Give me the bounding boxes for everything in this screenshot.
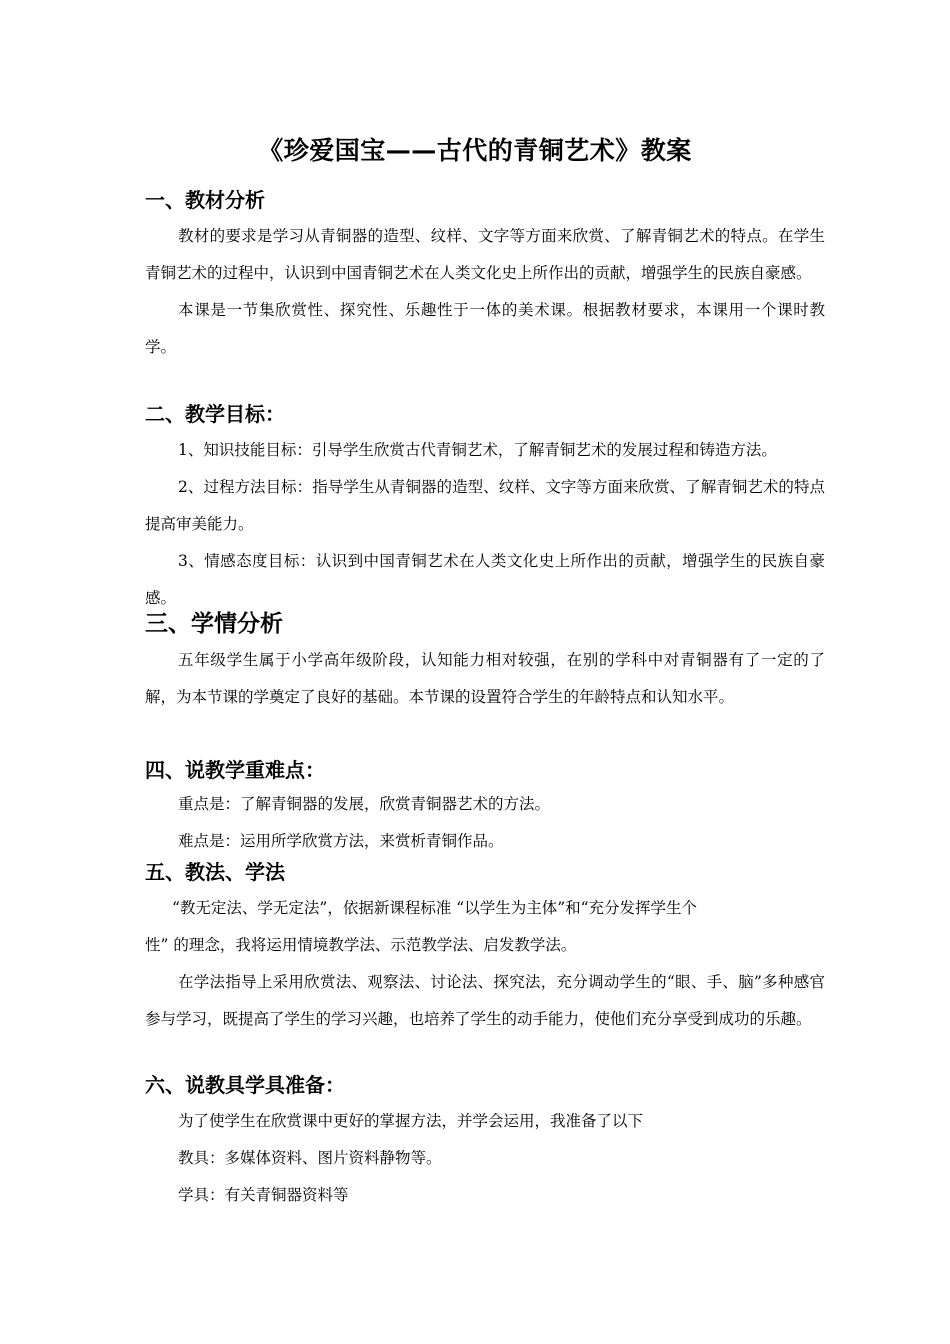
paragraph: 本课是一节集欣赏性、探究性、乐趣性于一体的美术课。根据教材要求，本课用一个课时教学。 xyxy=(145,301,825,356)
paragraph: 3、情感态度目标：认识到中国青铜艺术在人类文化史上所作出的贡献，增强学生的民族自豪感。 xyxy=(145,552,825,607)
section-heading: 二、教学目标： xyxy=(145,402,285,426)
section-heading: 四、说教学重难点： xyxy=(145,758,325,782)
section-teaching-methods xyxy=(145,857,825,1038)
section-heading: 一、教材分析 xyxy=(145,188,265,212)
paragraph: 重点是：了解青铜器的发展，欣赏青铜器艺术的方法。 xyxy=(178,795,551,813)
paragraph: 教具：多媒体资料、图片资料静物等。 xyxy=(178,1149,442,1167)
paragraph: 2、过程方法目标：指导学生从青铜器的造型、纹样、文字等方面来欣赏、了解青铜艺术的特点提高审美能力。 xyxy=(145,478,825,533)
paragraph: 五年级学生属于小学高年级阶段，认知能力相对较强，在别的学科中对青铜器有了一定的了解，为本节课的学奠定了良好的基础。本节课的设置符合学生的年龄特点和认知水平。 xyxy=(145,651,825,706)
section-heading: 六、说教具学具准备： xyxy=(145,1073,345,1097)
paragraph: 在学法指导上采用欣赏法、观察法、讨论法、探究法，充分调动学生的“眼、手、脑”多种感官参与学习，既提高了学生的学习兴趣，也培养了学生的动手能力，使他们充分享受到成功的乐趣。 xyxy=(145,973,825,1028)
paragraph: 性” 的理念，我将运用情境教学法、示范教学法、启发教学法。 xyxy=(145,936,577,954)
paragraph: 难点是：运用所学欣赏方法，来赏析青铜作品。 xyxy=(178,832,504,850)
section-teaching-aids xyxy=(145,1070,825,1214)
document-title: 《珍爱国宝——古代的青铜艺术》教案 xyxy=(258,136,692,165)
paragraph: 1、知识技能目标：引导学生欣赏古代青铜艺术，了解青铜艺术的发展过程和铸造方法。 xyxy=(178,441,777,459)
section-student-analysis xyxy=(145,609,825,716)
section-heading: 三、学情分析 xyxy=(145,611,283,637)
paragraph: 学具：有关青铜器资料等 xyxy=(178,1186,349,1204)
section-textbook-analysis xyxy=(145,185,825,366)
paragraph: 教材的要求是学习从青铜器的造型、纹样、文字等方面来欣赏、了解青铜艺术的特点。在学生青铜艺术的过程中，认识到中国青铜艺术在人类文化史上所作出的贡献，增强学生的民族自豪感。 xyxy=(145,227,825,282)
section-heading: 五、教法、学法 xyxy=(145,860,285,884)
section-teaching-goals xyxy=(145,399,825,617)
section-key-difficulties xyxy=(145,755,825,860)
paragraph: “教无定法、学无定法”，依据新课程标准 “以学生为主体”和“充分发挥学生个 xyxy=(172,899,698,917)
paragraph: 为了使学生在欣赏课中更好的掌握方法，并学会运用，我准备了以下 xyxy=(178,1112,644,1130)
